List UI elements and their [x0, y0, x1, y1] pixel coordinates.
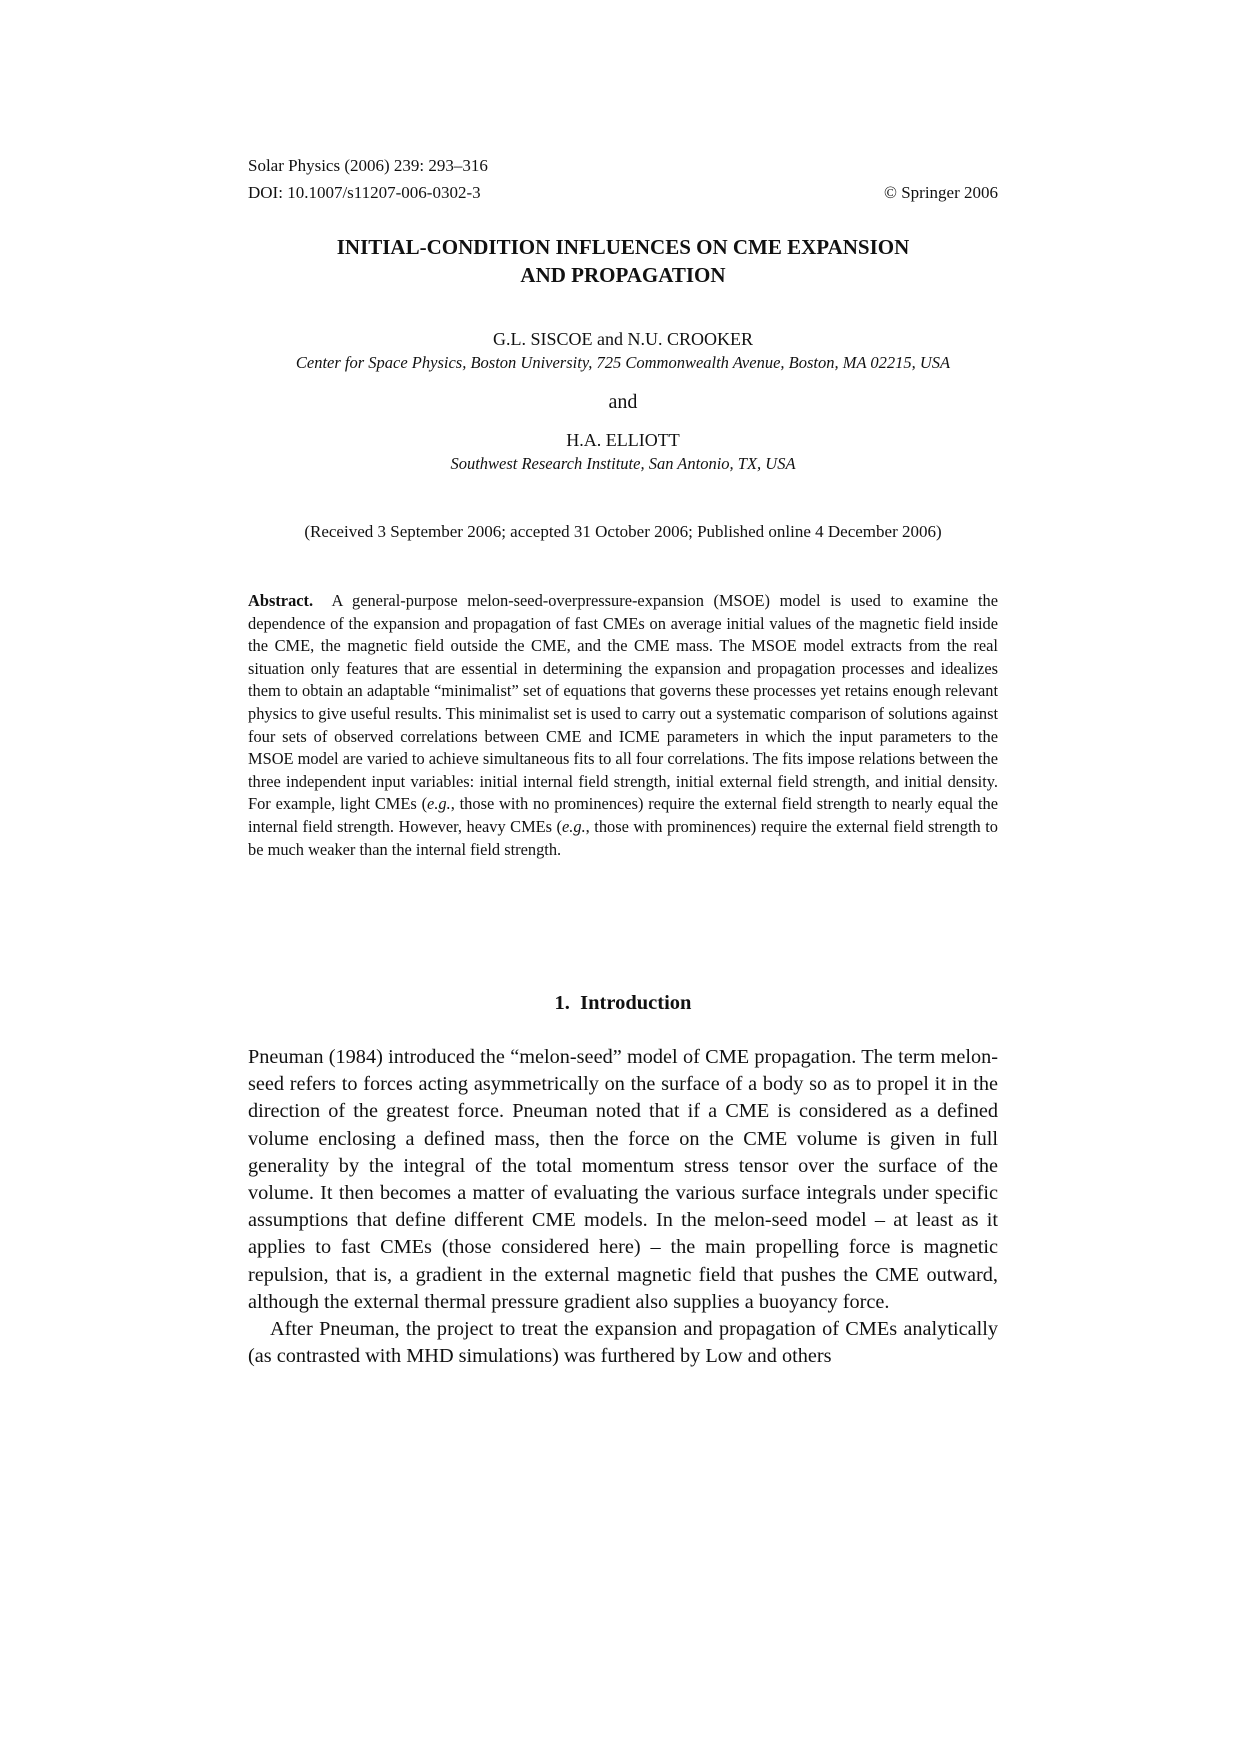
abstract-label: Abstract. — [248, 591, 314, 610]
author-conjunction: and — [608, 391, 638, 413]
abstract-eg-1: e.g. — [427, 794, 451, 814]
affiliation-1: Center for Space Physics, Boston University, 725 Commonwealth Avenue, Boston, MA 02215, USA — [295, 353, 951, 372]
title-line-1: INITIAL-CONDITION INFLUENCES ON CME EXPANSION — [336, 235, 910, 259]
paper-page — [248, 0, 998, 1755]
author-block — [248, 326, 998, 475]
doi: DOI: 10.1007/s11207-006-0302-3 — [248, 183, 481, 202]
author-names-2: H.A. ELLIOTT — [566, 430, 680, 450]
intro-paragraph-2: After Pneuman, the project to treat the expansion and propagation of CMEs analytically (as contrasted with MHD simulations) was furthered by Low and others — [248, 1318, 998, 1368]
affiliation-2: Southwest Research Institute, San Antonio, TX, USA — [450, 454, 796, 473]
abstract-text-3: , those with prominences) require the external field strength to be much weaker than the internal field strength. — [248, 816, 998, 859]
introduction-body — [248, 1044, 998, 1370]
received-dates: (Received 3 September 2006; accepted 31 October 2006; Published online 4 December 2006) — [304, 522, 942, 541]
abstract-text-2: , those with no prominences) require the external field strength to nearly equal the internal field strength. However, heavy CMEs ( — [248, 794, 998, 836]
copyright-notice: © Springer 2006 — [884, 183, 998, 202]
journal-header — [248, 152, 998, 206]
journal-citation: Solar Physics (2006) 239: 293–316 — [248, 156, 488, 175]
abstract-text-1: A general-purpose melon-seed-overpressure-expansion (MSOE) model is used to examine the dependence of the expansion and propagation of fast CMEs on average initial values of the magnetic field inside the CME, the magnetic field outside the CME, and the CME mass. The MSOE model extracts from the real situation only features that are essential in determining the expansion and propagation processes and idealizes them to obtain an adaptable “minimalist” set of equations that governs these processes yet retains enough relevant physics to give useful results. This minimalist set is used to carry out a systematic comparison of solutions against four sets of observed correlations between CME and ICME parameters in which the input parameters to the MSOE model are varied to achieve simultaneous fits to all four correlations. The fits impose relations between the three independent input variables: initial internal field strength, initial external field strength, and initial density. For example, light CMEs ( — [248, 591, 998, 814]
section-heading-introduction: 1. Introduction — [554, 992, 692, 1014]
author-names-1: G.L. SISCOE and N.U. CROOKER — [492, 329, 753, 349]
abstract — [248, 590, 998, 861]
title-line-2: AND PROPAGATION — [520, 263, 726, 287]
intro-paragraph-1: Pneuman (1984) introduced the “melon-seed” model of CME propagation. The term melon-seed refers to forces acting asymmetrically on the surface of a body so as to propel it in the direction of the greatest force. Pneuman noted that if a CME is considered as a defined volume enclosing a defined mass, then the force on the CME volume is given in full generality by the integral of the total momentum stress tensor over the surface of the volume. It then becomes a matter of evaluating the various surface integrals under specific assumptions that define different CME models. In the melon-seed model – at least as it applies to fast CMEs (those considered here) – the main propelling force is magnetic repulsion, that is, a gradient in the external magnetic field that pushes the CME outward, although the external thermal pressure gradient also supplies a buoyancy force. — [248, 1046, 998, 1313]
abstract-eg-2: e.g. — [562, 816, 586, 836]
paper-title — [248, 233, 998, 289]
